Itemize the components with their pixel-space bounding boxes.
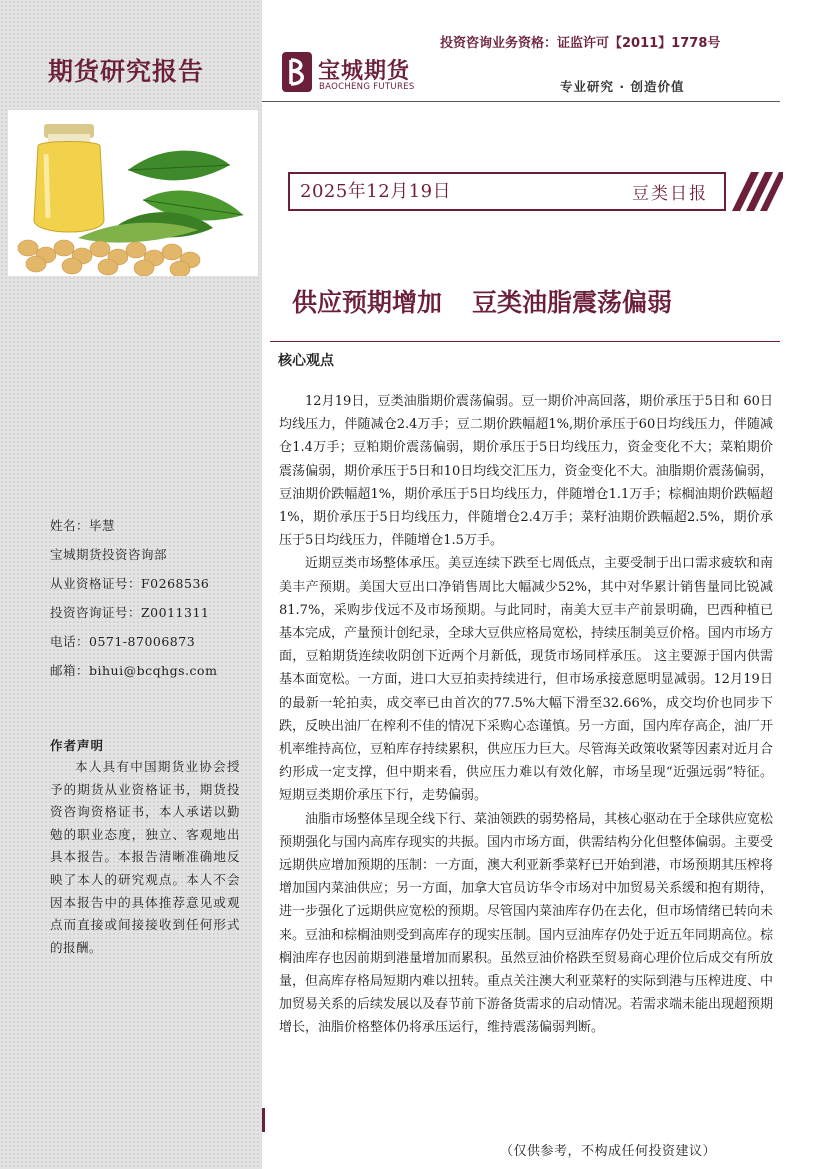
logo-name-cn: 宝城期货 (318, 59, 411, 84)
analyst-name: 姓名：毕慧 (50, 518, 116, 533)
analyst-phone: 电话：0571-87006873 (50, 634, 196, 649)
headline-part-1: 供应预期增加 (292, 288, 443, 317)
report-type-title: 期货研究报告 (48, 57, 205, 86)
qualification-number: 从业资格证号：F0268536 (50, 576, 210, 591)
analyst-contact (50, 511, 217, 685)
report-category: 豆类日报 (632, 184, 708, 204)
report-date: 2025年12月19日 (300, 181, 452, 202)
author-statement-title: 作者声明 (50, 738, 105, 753)
report-body (279, 390, 773, 1040)
disclaimer: （仅供参考，不构成任何投资建议） (500, 1144, 717, 1159)
body-paragraph: 油脂市场整体呈现全线下行、菜油领跌的弱势格局，其核心驱动在于全球供应宽松预期强化与国内高库存现实的共振。国内市场方面，供需结构分化但整体偏弱。主要受远期供应增加预期的压制：一方面，澳大利亚新季菜籽已开始到港，市场预期其压榨将增加国内菜油供应；另一方面，加拿大官员访华令市场对中加贸易关系缓和抱有期待，进一步强化了远期供应宽松的预期。尽管国内菜油库存仍在去化，但市场情绪已转向未来。豆油和棕榈油则受到高库存的现实压制。国内豆油库存仍处于近五年同期高位。棕榈油库存也因前期到港量增加而累积。虽然豆油价格跌至贸易商心理价位后成交有所放量，但高库存格局短期内难以扭转。重点关注澳大利亚菜籽的实际到港与压榨进度、中加贸易关系的后续发展以及春节前下游备货需求的启动情况。若需求端未能出现超预期增长，油脂价格整体仍将承压运行，维持震荡偏弱判断。 (279, 811, 774, 1036)
analyst-department: 宝城期货投资咨询部 (50, 547, 168, 562)
consulting-number: 投资咨询证号：Z0011311 (50, 605, 210, 620)
core-view-heading: 核心观点 (278, 353, 334, 369)
company-slogan: 专业研究 · 创造价值 (560, 79, 685, 94)
author-statement-text (50, 756, 240, 959)
author-statement-paragraph: 本人具有中国期货业协会授予的期货从业资格证书，期货投资咨询资格证书，本人承诺以勤勉的职业态度，独立、客观地出具本报告。本报告清晰准确地反映了本人的研究观点。本人不会因本报告中的具体推荐意见或观点而直接或间接接收到任何形式的报酬。 (50, 759, 240, 955)
headline-part-2: 豆类油脂震荡偏弱 (472, 288, 673, 317)
logo-name-en: BAOCHENG FUTURES (319, 82, 415, 92)
soybean-oil-illustration (8, 110, 258, 276)
analyst-email: 邮箱：bihui@bcqhgs.com (50, 663, 218, 678)
body-paragraph: 近期豆类市场整体承压。美豆连续下跌至七周低点，主要受制于出口需求疲软和南美丰产预期。美国大豆出口净销售周比大幅减少52%，其中对华累计销售量同比锐减81.7%，采购步伐远不及市场预期。与此同时，南美大豆丰产前景明确，巴西种植已基本完成，产量预计创纪录，全球大豆供应格局宽松，持续压制美豆价格。国内市场方面，豆粕期货连续收阴创下近两个月新低，现货市场同样承压。 这主要源于国内供需基本面宽松。一方面，进口大豆拍卖持续进行，但市场承接意愿明显减弱。12月19日的最新一轮拍卖，成交率已由首次的77.5%大幅下滑至32.66%，成交均价也同步下跌，反映出油厂在榨利不佳的情况下采购心态谨慎。另一方面，国内库存高企，油厂开机率维持高位，豆粕库存持续累积，供应压力巨大。尽管海关政策收紧等因素对近月合约形成一定支撑，但中期来看，供应压力难以有效化解，市场呈现“近强远弱”特征。短期豆类期价承压下行，走势偏弱。 (279, 556, 774, 804)
logo-mark-icon (282, 52, 314, 94)
header-divider (262, 101, 780, 102)
hero-image (8, 110, 258, 276)
license-text: 投资咨询业务资格：证监许可【2011】1778号 (440, 36, 721, 51)
footer-accent-bar (262, 1108, 265, 1132)
body-paragraph: 12月19日，豆类油脂期价震荡偏弱。豆一期价冲高回落，期价承压于5日和 60日均线压力，伴随减仓2.4万手；豆二期价跌幅超1%,期价承压于60日均线压力，伴随减仓1.4万手；豆粕期价震荡偏弱，期价承压于5日均线压力，资金变化不大；菜粕期价震荡偏弱，期价承压于5日和10日均线交汇压力，资金变化不大。油脂期价震荡偏弱，豆油期价跌幅超1%，期价承压于5日均线压力，伴随增仓1.1万手；棕榈油期价跌幅超1%，期价承压于5日均线压力，伴随增仓2.4万手；菜籽油期价跌幅超2.5%，期价承压于5日均线压力，伴随增仓1.5万手。 (279, 394, 773, 549)
report-headline (292, 283, 672, 319)
company-logo (282, 52, 442, 98)
headline-divider (270, 341, 780, 342)
